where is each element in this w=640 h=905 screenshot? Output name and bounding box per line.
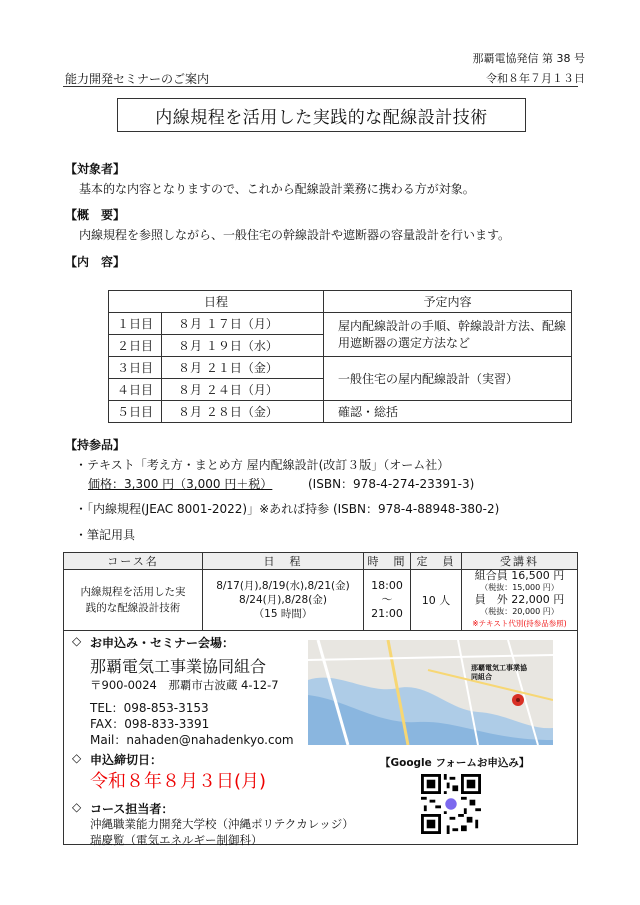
time-start: 18:00 bbox=[371, 579, 403, 592]
target-heading: 【対象者】 bbox=[65, 162, 126, 176]
date-cell: ８月 ２４日（月） bbox=[162, 379, 324, 401]
contact-address: 〒900-0024 那覇市古波蔵 4-12-7 bbox=[90, 678, 279, 692]
fee-nonmember: 員 外 22,000 円 bbox=[474, 593, 565, 606]
fee-member: 組合員 16,500 円 bbox=[474, 569, 565, 582]
fee-nonmember-tax: （税抜：20,000 円） bbox=[480, 607, 559, 616]
items-isbn: (ISBN：978-4-274-23391-3) bbox=[308, 477, 475, 491]
course-fee bbox=[462, 570, 578, 631]
content-heading: 【内 容】 bbox=[65, 255, 126, 269]
location-map[interactable] bbox=[308, 640, 553, 745]
items-textbook: ・テキスト「考え方・まとめ方 屋内配線設計(改訂３版」（オーム社） bbox=[75, 458, 450, 472]
contact-fax: FAX：098-833-3391 bbox=[90, 717, 210, 731]
course-time bbox=[364, 570, 411, 631]
fee-note: ※テキスト代別(持参品参照) bbox=[472, 619, 567, 628]
fee-member-tax: （税抜：15,000 円） bbox=[480, 583, 559, 592]
course-schedule bbox=[203, 570, 364, 631]
day-cell: ５日目 bbox=[109, 401, 162, 423]
course-capacity: 10 人 bbox=[411, 570, 462, 631]
contact-heading: お申込み・セミナー会場： bbox=[90, 636, 235, 650]
course-schedule-line: 8/24(月),8/28(金) bbox=[239, 594, 327, 606]
table-row bbox=[109, 401, 572, 423]
day-cell: ２日目 bbox=[109, 335, 162, 357]
table-row bbox=[109, 357, 572, 379]
time-end: 21:00 bbox=[371, 607, 403, 620]
course-header-time: 時 間 bbox=[364, 553, 411, 570]
contact-tel: TEL：098-853-3153 bbox=[90, 701, 209, 715]
day-cell: １日目 bbox=[109, 313, 162, 335]
issue-date: 令和８年７月１３日 bbox=[486, 72, 585, 85]
qr-code[interactable] bbox=[421, 774, 481, 834]
day-cell: ３日目 bbox=[109, 357, 162, 379]
deadline-heading: 申込締切日： bbox=[90, 753, 163, 767]
schedule-header-plan: 予定内容 bbox=[324, 291, 572, 313]
diamond-icon: ◇ bbox=[72, 800, 82, 814]
items-price: 価格：3,300 円（3,000 円＋税） bbox=[88, 477, 273, 491]
plan-cell: 一般住宅の屋内配線設計（実習） bbox=[324, 357, 572, 401]
date-cell: ８月 １７日（月） bbox=[162, 313, 324, 335]
day-cell: ４日目 bbox=[109, 379, 162, 401]
contact-mail[interactable] bbox=[90, 731, 294, 748]
target-text: 基本的な内容となりますので、これから配線設計業務に携わる方が対象。 bbox=[79, 182, 475, 196]
map-marker-label: 那覇電気工事業協同組合 bbox=[471, 664, 527, 681]
course-header-capacity: 定 員 bbox=[411, 553, 462, 570]
course-header-schedule: 日 程 bbox=[203, 553, 364, 570]
course-header-name: コース名 bbox=[64, 553, 203, 570]
google-form-label: 【Google フォームお申込み】 bbox=[380, 757, 530, 769]
diamond-icon: ◇ bbox=[72, 634, 82, 648]
course-schedule-line: 8/17(月),8/19(水),8/21(金) bbox=[216, 580, 350, 592]
plan-cell: 確認・総括 bbox=[324, 401, 572, 423]
contact-mail-text[interactable]: Mail：nahaden@nahadenkyo.com bbox=[90, 733, 294, 747]
map-graphic bbox=[308, 640, 553, 745]
course-table bbox=[63, 552, 578, 631]
header-divider bbox=[63, 86, 578, 87]
plan-cell: 屋内配線設計の手順、幹線設計方法、配線用遮断器の選定方法など bbox=[324, 313, 572, 357]
date-cell: ８月 １９日（水） bbox=[162, 335, 324, 357]
course-hours: （15 時間） bbox=[253, 608, 313, 620]
items-heading: 【持参品】 bbox=[65, 438, 126, 452]
course-header-fee: 受講料 bbox=[462, 553, 578, 570]
overview-text: 内線規程を参照しながら、一般住宅の幹線設計や遮断器の容量設計を行います。 bbox=[79, 228, 511, 242]
schedule-header-date: 日程 bbox=[109, 291, 324, 313]
deadline-date: 令和８年８月３日(月) bbox=[90, 771, 267, 792]
schedule-table bbox=[108, 290, 572, 423]
staff-person: 瑞慶覧（電気エネルギー制御科） bbox=[90, 833, 263, 847]
diamond-icon: ◇ bbox=[72, 751, 82, 765]
contact-org: 那覇電気工事業協同組合 bbox=[90, 657, 267, 676]
staff-school: 沖縄職業能力開発大学校（沖縄ポリテクカレッジ） bbox=[90, 817, 354, 831]
table-row bbox=[109, 313, 572, 335]
time-separator: ～ bbox=[381, 593, 393, 606]
date-cell: ８月 ２１日（金） bbox=[162, 357, 324, 379]
seminar-label: 能力開発セミナーのご案内 bbox=[65, 72, 210, 86]
qr-graphic bbox=[421, 774, 481, 834]
overview-heading: 【概 要】 bbox=[65, 208, 126, 222]
issue-number: 那覇電協発信 第 38 号 bbox=[472, 52, 585, 65]
items-regulations: ・「内線規程(JEAC 8001-2022)」※あれば持参 (ISBN：978-4-88948-380-2) bbox=[75, 502, 500, 516]
page-title: 内線規程を活用した実践的な配線設計技術 bbox=[117, 98, 526, 132]
items-stationery: ・筆記用具 bbox=[75, 528, 136, 542]
staff-heading: コース担当者： bbox=[90, 802, 174, 816]
course-name: 内線規程を活用した実践的な配線設計技術 bbox=[64, 570, 203, 631]
date-cell: ８月 ２８日（金） bbox=[162, 401, 324, 423]
